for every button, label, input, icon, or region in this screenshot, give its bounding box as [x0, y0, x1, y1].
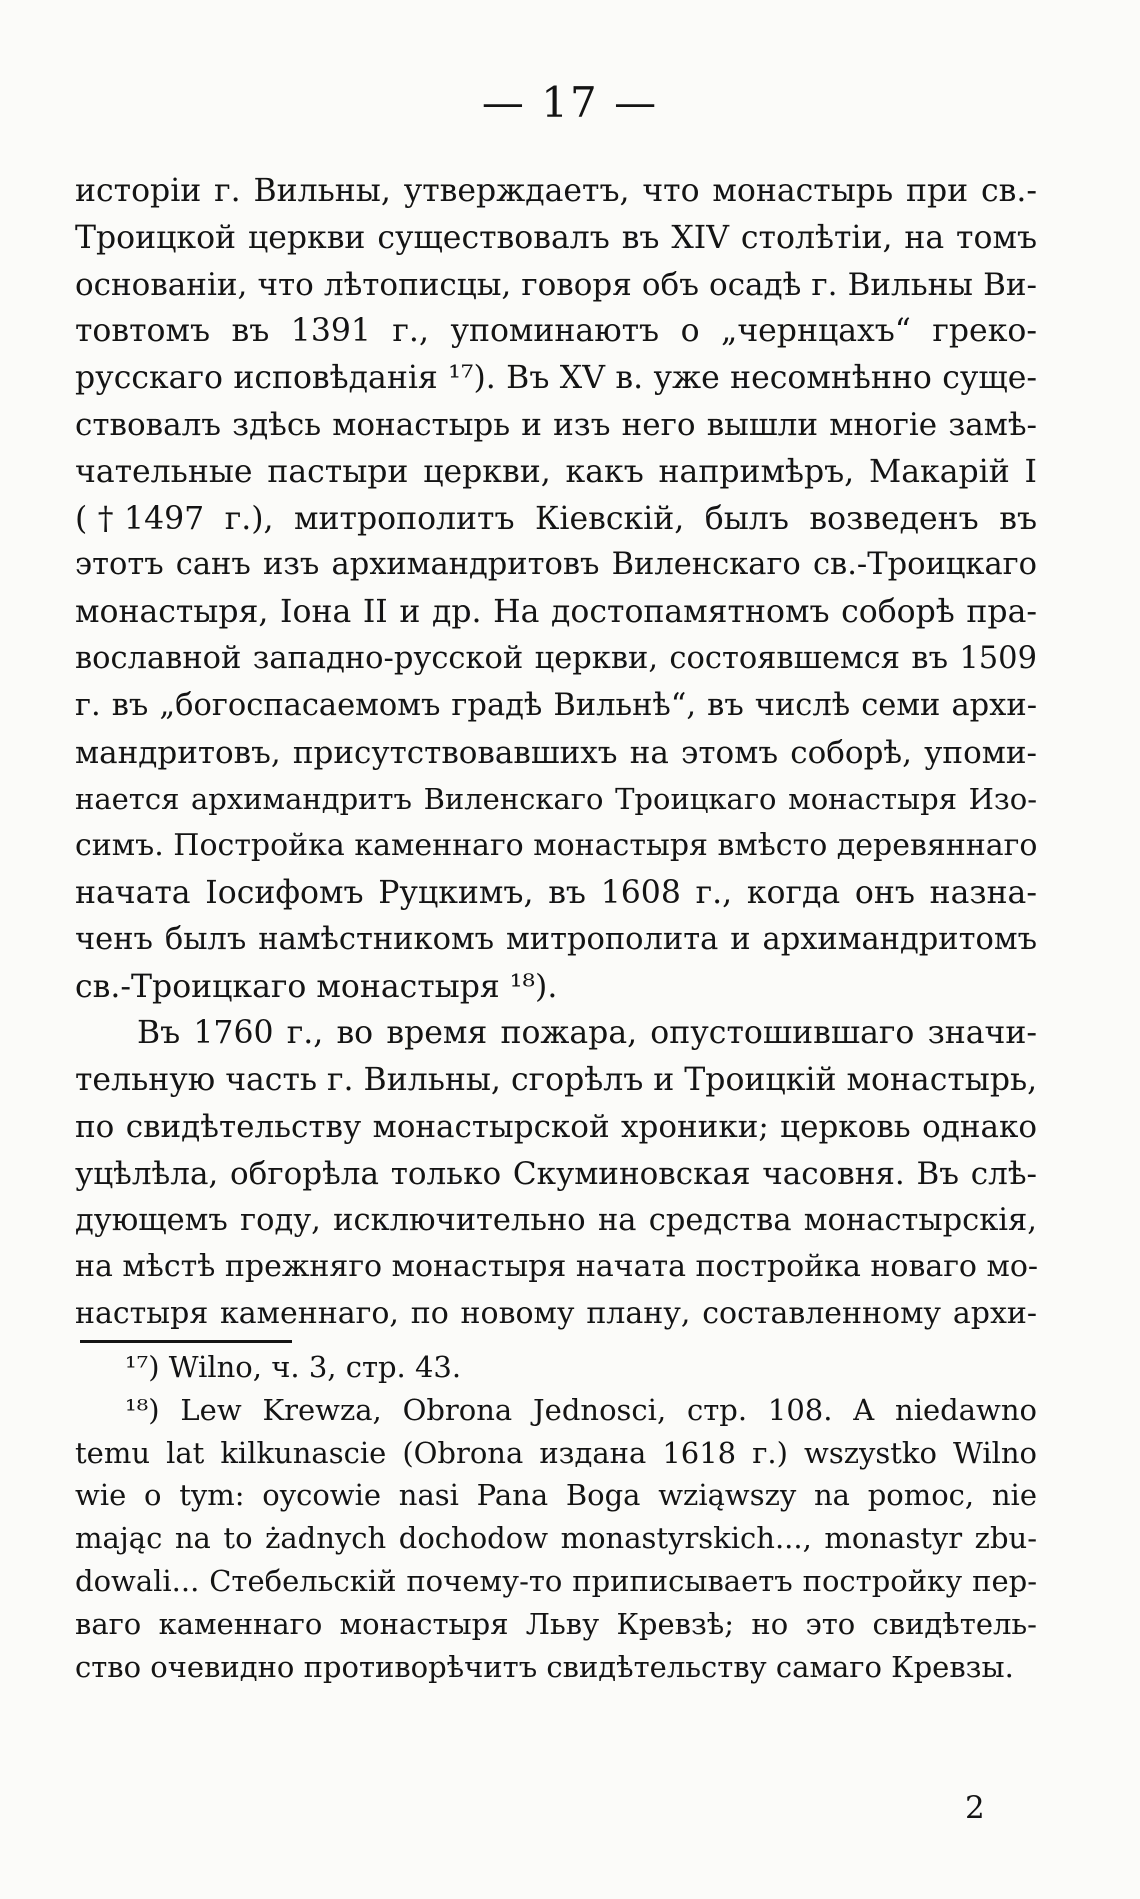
footnote-line: mając na to żadnych dochodow monastyrskich..., monastyr zbu- [75, 1521, 1037, 1556]
text-line: дующемъ году, исключительно на средства монастырскія, [75, 1202, 1037, 1238]
footnote-line: ваго каменнаго монастыря Льву Кревзѣ; но это свидѣтель- [75, 1606, 1037, 1641]
text-line: вославной западно-русской церкви, состоявшемся въ 1509 [75, 640, 1037, 676]
text-line: г. въ „богоспасаемомъ градѣ Вильнѣ“, въ числѣ семи архи- [75, 687, 1037, 723]
text-line: св.-Троицкаго монастыря ¹⁸). [75, 968, 558, 1005]
main-text [75, 168, 1037, 1338]
footnote-line: dowali... Стебельскій почему-то приписываетъ постройку пер- [75, 1563, 1037, 1598]
text-line: ченъ былъ намѣстникомъ митрополита и архимандритомъ [75, 921, 1037, 957]
text-line: товтомъ въ 1391 г., упоминаютъ о „чернцахъ“ греко- [75, 313, 1037, 350]
text-line: этотъ санъ изъ архимандритовъ Виленскаго св.-Троицкаго [75, 547, 1037, 583]
footnote-line: wie o tym: oycowie nasi Pana Boga wziąwszy na pomoc, nie [75, 1478, 1037, 1513]
footnote-line: ¹⁸) Lew Krewza, Obrona Jednosci, стр. 108. A niedawno [125, 1392, 1037, 1427]
text-line: мандритовъ, присутствовавшихъ на этомъ соборѣ, упоми- [75, 734, 1037, 771]
text-line: (†1497 г.), митрополитъ Кіевскій, былъ возведенъ въ [75, 500, 1037, 537]
text-line: настыря каменнаго, по новому плану, составленному архи- [75, 1296, 1037, 1332]
footnote-line: ство очевидно противорѣчитъ свидѣтельству самаго Кревзы. [75, 1649, 1014, 1684]
text-line: по свидѣтельству монастырской хроники; церковь однако [75, 1108, 1037, 1145]
text-line: симъ. Постройка каменнаго монастыря вмѣсто деревяннаго [75, 828, 1038, 864]
text-line: Троицкой церкви существовалъ въ XIV столѣтіи, на томъ [75, 219, 1037, 256]
text-line: основаніи, что лѣтописцы, говоря объ осадѣ г. Вильны Ви- [75, 266, 1037, 303]
footnote-line: temu lat kilkunascie (Obrona издана 1618 г.) wszystko Wilno [75, 1435, 1037, 1470]
text-line: на мѣстѣ прежняго монастыря начата постройка новаго мо- [75, 1249, 1039, 1285]
signature-mark: 2 [965, 1790, 985, 1826]
text-line: уцѣлѣла, обгорѣла только Скуминовская часовня. Въ слѣ- [75, 1155, 1037, 1192]
text-line: нается архимандритъ Виленскаго Троицкаго монастыря Изо- [75, 782, 1037, 817]
text-line: Въ 1760 г., во время пожара, опустошившаго значи- [137, 1015, 1037, 1052]
text-line: монастыря, Іона II и др. На достопамятномъ соборѣ пра- [75, 594, 1037, 631]
footnote-separator [80, 1340, 292, 1343]
text-line: чательные пастыри церкви, какъ напримѣръ, Макарій I [75, 453, 1037, 490]
text-line: русскаго исповѣданія ¹⁷). Въ XV в. уже несомнѣнно суще- [75, 360, 1037, 397]
text-line: ствовалъ здѣсь монастырь и изъ него вышли многіе замѣ- [75, 406, 1037, 443]
footnotes [75, 1346, 1037, 1688]
text-line: исторіи г. Вильны, утверждаетъ, что монастырь при св.- [75, 173, 1037, 209]
footnote-line: ¹⁷) Wilno, ч. 3, стр. 43. [125, 1350, 462, 1384]
text-line: начата Іосифомъ Руцкимъ, въ 1608 г., когда онъ назна- [75, 874, 1037, 911]
text-line: тельную часть г. Вильны, сгорѣлъ и Троицкій монастырь, [75, 1062, 1038, 1099]
page-number: — 17 — [481, 78, 659, 127]
